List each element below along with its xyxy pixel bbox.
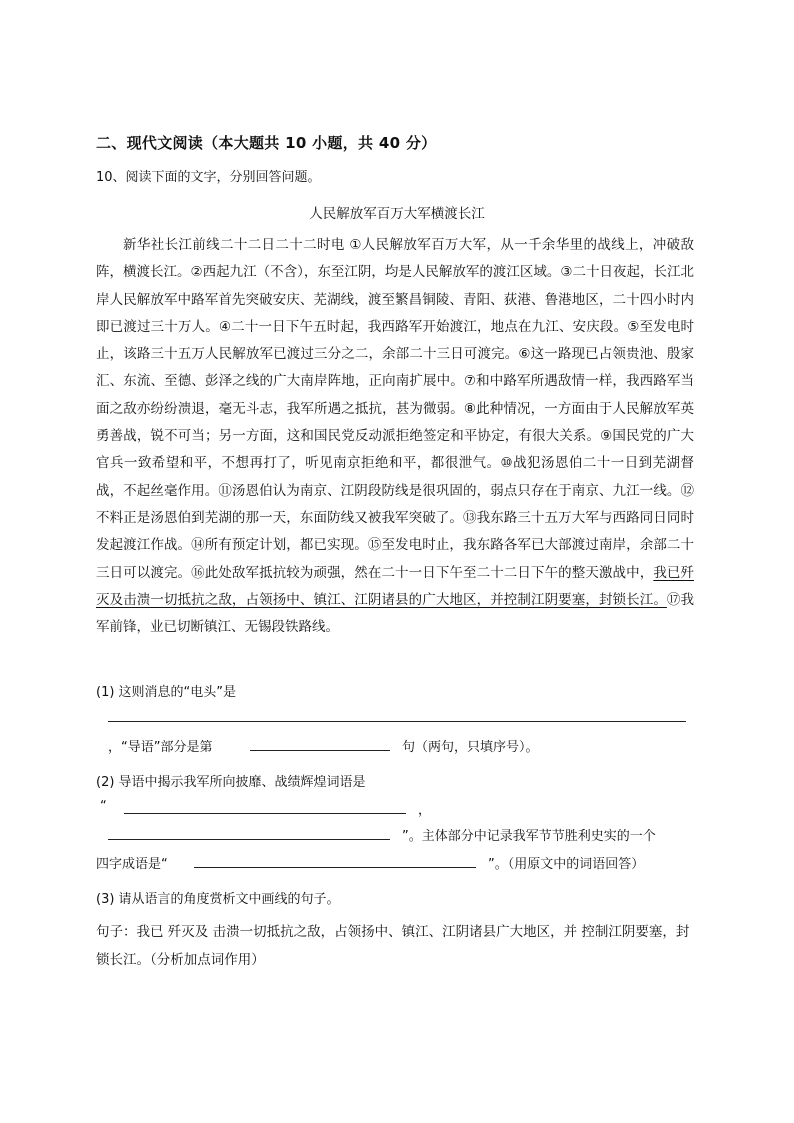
- section-title: 二、现代文阅读（本大题共 10 小题，共 40 分）: [96, 134, 437, 152]
- comma: ，: [418, 803, 432, 818]
- sub-question-1-part: ，“导语”部分是第: [108, 740, 213, 755]
- sub-question-2-line4-suffix: ”。（用原文中的词语回答）: [488, 857, 645, 872]
- answer-blank-1a[interactable]: [108, 721, 686, 722]
- answer-blank-2b[interactable]: [108, 839, 390, 840]
- sub-question-2-prompt: (2) 导语中揭示我军所向披靡、战绩辉煌词语是: [96, 775, 366, 790]
- sub-question-1-prompt: (1) 这则消息的“电头”是: [96, 685, 237, 700]
- article-text-end: ⑰我军前锋，业已切断镇江、无锡段铁路线。: [96, 591, 694, 636]
- open-quote: “: [100, 799, 107, 814]
- sub-question-3-sentence: 句子：我已 歼灭及 击溃一切抵抗之敌，占领扬中、镇江、江阴诸县广大地区，并 控制江阴要塞，封锁长江。（分析加点词作用）: [96, 924, 690, 968]
- sub-question-1-suffix: 句（两句，只填序号）。: [402, 740, 539, 755]
- sub-question-2-line4-prefix: 四字成语是“: [96, 857, 168, 872]
- question-intro: 10、阅读下面的文字，分别回答问题。: [96, 170, 321, 185]
- answer-blank-2c[interactable]: [194, 867, 476, 868]
- answer-blank-2a[interactable]: [124, 813, 406, 814]
- article-text: 新华社长江前线二十二日二十二时电 ①人民解放军百万大军，从一千余华里的战线上，冲破敌阵，横渡长江。②西起九江（不含），东至江阴，均是人民解放军的渡江区域。③二十日夜起，长江北岸人民解放军中路军首先突破安庆、芜湖线，渡至繁昌铜陵、青阳、荻港、鲁港地区，二十四小时内即已渡过三十万人。④二十一日下午五时起，我西路军开始渡江，地点在九江、安庆段。⑤至发电时止，该路三十五万人民解放军已渡过三分之二，余部二十三日可渡完。⑥这一路现已占领贵池、殷家汇、东流、至德、彭泽之线的广大南岸阵地，正向南扩展中。⑦和中路军所遇敌情一样，我西路军当面之敌亦纷纷溃退，毫无斗志，我军所遇之抵抗，甚为微弱。⑧此种情况，一方面由于人民解放军英勇善战，锐不可当；另一方面，这和国民党反动派拒绝签定和平协定，有很大关系。⑨国民党的广大官兵一致希望和平，不想再打了，听见南京拒绝和平，都很泄气。⑩战犯汤恩伯二十一日到芜湖督战，不起丝毫作用。⑪汤恩伯认为南京、江阴段防线是很巩固的，弱点只存在于南京、九江一线。⑫不料正是汤恩伯到芜湖的那一天，东面防线又被我军突破了。⑬我东路三十五万大军与西路同日同时发起渡江作战。⑭所有预定计划，都已实现。⑮至发电时止，我东路各军已大部渡过南岸，余部二十三日可以渡完。⑯此处敌军抵抗较为顽强，然在二十一日下午至二十二日下午的整天激战中，: [96, 237, 694, 581]
- sub-question-3-prompt: (3) 请从语言的角度赏析文中画线的句子。: [96, 892, 340, 907]
- underlined-sentence: 我已歼灭及击溃一切抵抗之敌，占领扬中、镇江、江阴诸县的广大地区，并控制江阴要塞，封锁长江。: [96, 564, 694, 608]
- sub-question-2-line3: ”。主体部分中记录我军节节胜利史实的一个: [402, 829, 656, 844]
- article-title: 人民解放军百万大军横渡长江: [309, 206, 485, 222]
- article-body: [96, 232, 694, 641]
- answer-blank-1b[interactable]: [250, 750, 390, 751]
